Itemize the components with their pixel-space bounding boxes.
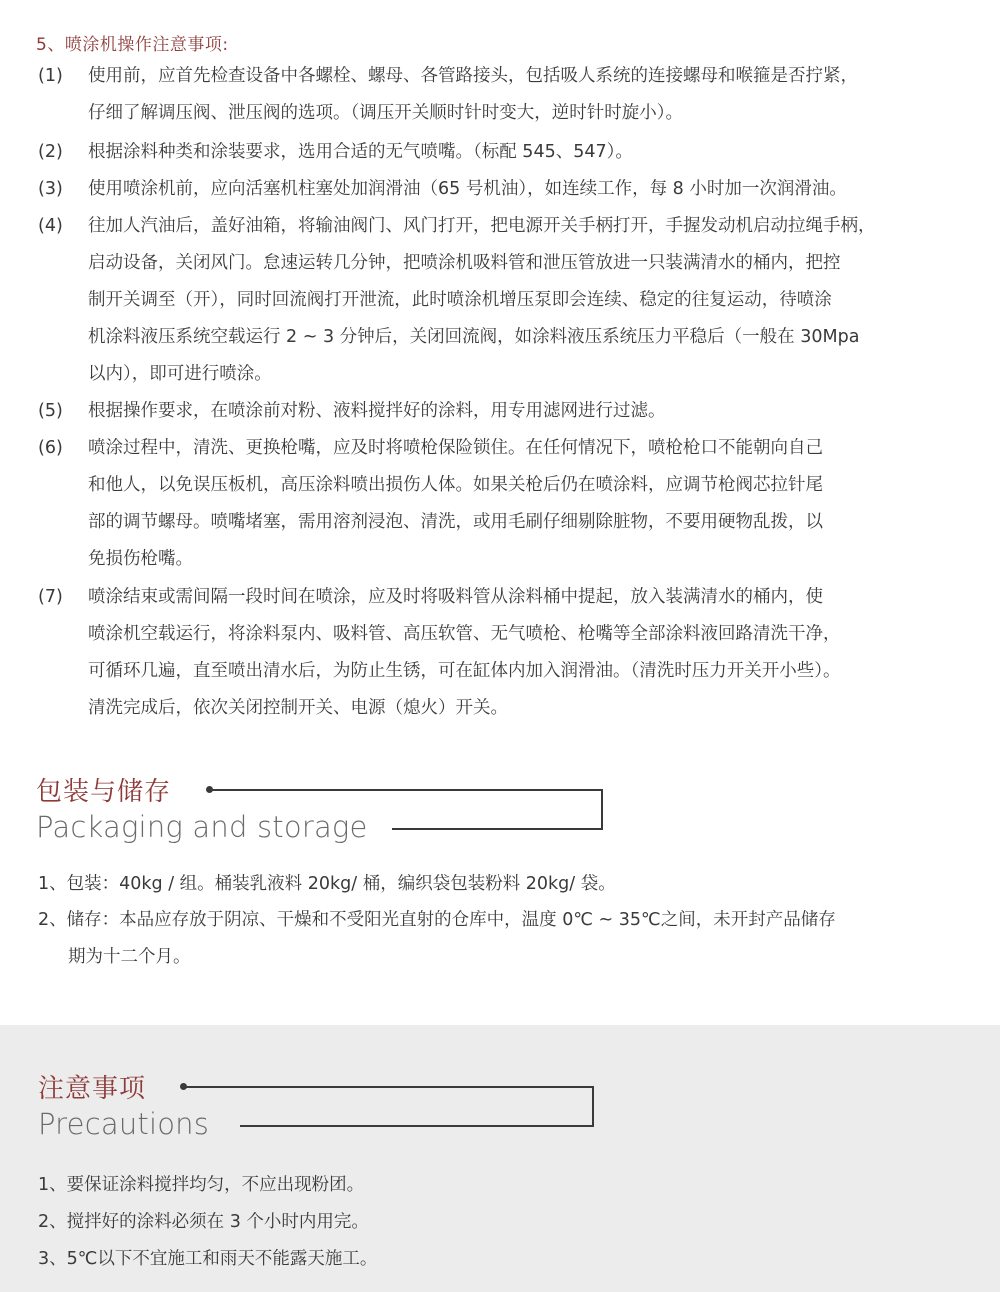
item-line: 机涂料液压系统空载运行 2 ~ 3 分钟后，关闭回流阀，如涂料液压系统压力平稳后（一般在 30Mpa bbox=[88, 327, 860, 347]
operation-item-6 bbox=[38, 430, 978, 578]
packaging-heading-en: Packaging and storage bbox=[36, 810, 368, 844]
precautions-heading-cn: 注意事项 bbox=[38, 1074, 147, 1104]
item-line: 和他人，以免误压板机，高压涂料喷出损伤人体。如果关枪后仍在喷涂料，应调节枪阀芯拉针尾 bbox=[88, 475, 823, 495]
bracket-right-line bbox=[592, 1086, 594, 1126]
item-number: (2) bbox=[38, 142, 63, 162]
item-line: 以内），即可进行喷涂。 bbox=[88, 364, 272, 384]
item-line: 可循环几遍，直至喷出清水后，为防止生锈，可在缸体内加入润滑油。（清洗时压力开关开小些）。 bbox=[88, 661, 841, 681]
item-number: (6) bbox=[38, 438, 63, 458]
item-line: 制开关调至（开），同时回流阀打开泄流，此时喷涂机增压泵即会连续、稳定的往复运动，待喷涂 bbox=[88, 290, 832, 310]
item-line: 1、包装：40kg / 组。桶装乳液料 20kg/ 桶，编织袋包装粉料 20kg/ 袋。 bbox=[38, 874, 616, 894]
operation-item-5 bbox=[38, 393, 978, 430]
item-line: 喷涂机空载运行，将涂料泵内、吸料管、高压软管、无气喷枪、枪嘴等全部涂料液回路清洗干净， bbox=[88, 624, 841, 644]
item-line: 根据涂料种类和涂装要求，选用合适的无气喷嘴。（标配 545、547）。 bbox=[88, 142, 633, 162]
operation-title: 5、喷涂机操作注意事项: bbox=[36, 35, 229, 55]
item-line: 2、储存：本品应存放于阴凉、干燥和不受阳光直射的仓库中，温度 0℃ ~ 35℃之间，未开封产品储存 bbox=[38, 910, 836, 930]
bracket-top-line bbox=[184, 1086, 594, 1088]
operation-item-1 bbox=[38, 58, 978, 132]
bracket-top-line bbox=[210, 789, 602, 791]
item-line: 2、搅拌好的涂料必须在 3 个小时内用完。 bbox=[38, 1212, 369, 1232]
precautions-heading-en: Precautions bbox=[38, 1107, 210, 1141]
operation-item-3 bbox=[38, 171, 978, 208]
bracket-right-line bbox=[601, 789, 603, 829]
packaging-heading-cn: 包装与储存 bbox=[36, 777, 172, 807]
item-number: (5) bbox=[38, 401, 63, 421]
item-line: 根据操作要求，在喷涂前对粉、液料搅拌好的涂料，用专用滤网进行过滤。 bbox=[88, 401, 666, 421]
item-line: 启动设备，关闭风门。怠速运转几分钟，把喷涂机吸料管和泄压管放进一只装满清水的桶内，把控 bbox=[88, 253, 841, 273]
item-line: 往加人汽油后，盖好油箱，将输油阀门、风门打开，把电源开关手柄打开，手握发动机启动拉绳手柄， bbox=[88, 216, 876, 236]
item-number: (1) bbox=[38, 66, 63, 86]
packaging-item-2 bbox=[38, 902, 978, 976]
packaging-item-1 bbox=[38, 866, 978, 903]
item-line: 使用前，应首先检查设备中各螺栓、螺母、各管路接头，包括吸人系统的连接螺母和喉箍是否拧紧， bbox=[88, 66, 858, 86]
item-line: 喷涂过程中，清洗、更换枪嘴，应及时将喷枪保险锁住。在任何情况下，喷枪枪口不能朝向自己 bbox=[88, 438, 823, 458]
operation-item-7 bbox=[38, 579, 978, 727]
item-line: 使用喷涂机前，应向活塞机柱塞处加润滑油（65 号机油），如连续工作，每 8 小时加一次润滑油。 bbox=[88, 179, 847, 199]
operation-item-2 bbox=[38, 134, 978, 171]
item-number: (7) bbox=[38, 587, 63, 607]
operation-item-4 bbox=[38, 208, 978, 393]
item-line: 免损伤枪嘴。 bbox=[88, 549, 193, 569]
item-line: 3、5℃以下不宜施工和雨天不能露天施工。 bbox=[38, 1249, 378, 1269]
item-line: 期为十二个月。 bbox=[68, 947, 191, 967]
item-line: 喷涂结束或需间隔一段时间在喷涂，应及时将吸料管从涂料桶中提起，放入装满清水的桶内，使 bbox=[88, 587, 823, 607]
precautions-item-2 bbox=[38, 1204, 978, 1241]
item-line: 仔细了解调压阀、泄压阀的选项。（调压开关顺时针时变大，逆时针时旋小）。 bbox=[88, 103, 683, 123]
item-number: (4) bbox=[38, 216, 63, 236]
item-line: 1、要保证涂料搅拌均匀，不应出现粉团。 bbox=[38, 1175, 365, 1195]
bracket-bottom-line bbox=[240, 1125, 594, 1127]
precautions-item-3 bbox=[38, 1241, 978, 1278]
item-line: 清洗完成后，依次关闭控制开关、电源（熄火）开关。 bbox=[88, 698, 508, 718]
item-line: 部的调节螺母。喷嘴堵塞，需用溶剂浸泡、清洗，或用毛刷仔细剔除脏物，不要用硬物乱拨，以 bbox=[88, 512, 823, 532]
precautions-item-1 bbox=[38, 1167, 978, 1204]
bracket-bottom-line bbox=[392, 828, 603, 830]
item-number: (3) bbox=[38, 179, 63, 199]
